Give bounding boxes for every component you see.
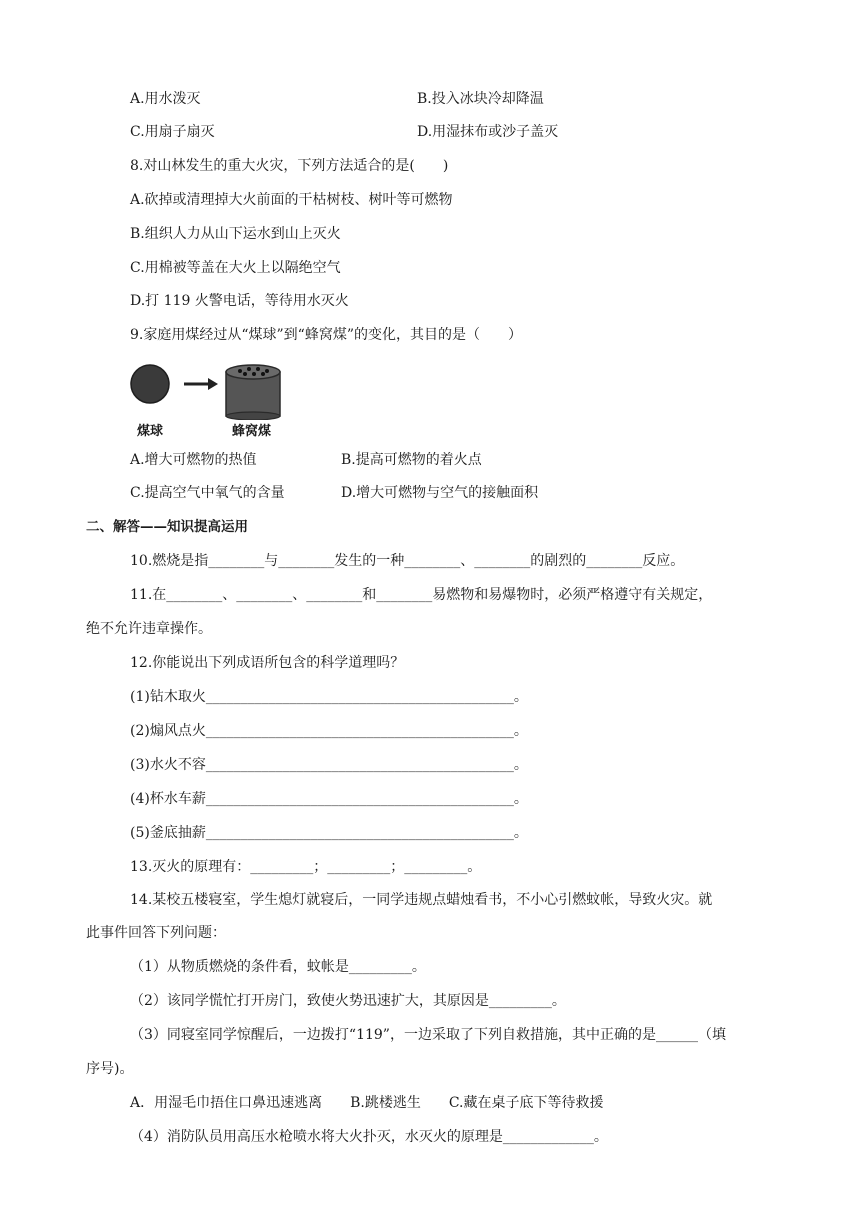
q7-option-c: C.用扇子扇灭 — [130, 124, 215, 140]
q14-part-3-options: A．用湿毛巾捂住口鼻迅速逃离 B.跳楼逃生 C.藏在桌子底下等待救援 — [130, 1095, 604, 1111]
q12-item-2: (2)煽风点火____________________________________________。 — [130, 723, 528, 739]
q8-option-a: A.砍掉或清理掉大火前面的干枯树枝、树叶等可燃物 — [130, 192, 453, 208]
q8-option-d: D.打 119 火警电话，等待用水灭火 — [130, 293, 349, 309]
q13-text: 13.灭火的原理有：_________；_________；_________。 — [130, 859, 482, 875]
q14-part-4: （4）消防队员用高压水枪喷水将大火扑灭，水灭火的原理是_____________。 — [130, 1129, 608, 1145]
q8-option-b: B.组织人力从山下运水到山上灭火 — [130, 226, 341, 242]
q14-part-3-line-1: （3）同寝室同学惊醒后，一边拨打“119”，一边采取了下列自救措施，其中正确的是______（填 — [130, 1027, 726, 1043]
coal-ball-icon — [131, 365, 169, 403]
q10-text: 10.燃烧是指________与________发生的一种________、________的剧烈的________反应。 — [130, 553, 685, 569]
q7-option-a: A.用水泼灭 — [130, 91, 201, 107]
q12-stem: 12.你能说出下列成语所包含的科学道理吗？ — [130, 655, 405, 671]
q14-part-3-line-2: 序号)。 — [86, 1061, 134, 1077]
section-heading: 二、解答——知识提高运用 — [86, 519, 248, 535]
q14-line-2: 此事件回答下列问题： — [86, 925, 226, 941]
q11-line-2: 绝不允许违章操作。 — [86, 621, 212, 637]
q14-line-1: 14.某校五楼寝室，学生熄灯就寝后，一同学违规点蜡烛看书，不小心引燃蚊帐，导致火灾。就 — [130, 892, 713, 908]
q7-option-b: B.投入冰块冷却降温 — [417, 91, 544, 107]
q8-option-c: C.用棉被等盖在大火上以隔绝空气 — [130, 260, 341, 276]
honeycomb-coal-icon — [226, 365, 280, 420]
q9-option-c: C.提高空气中氧气的含量 — [130, 485, 285, 501]
q14-part-2: （2）该同学慌忙打开房门，致使火势迅速扩大，其原因是_________。 — [130, 993, 566, 1009]
coal-illustration — [128, 362, 288, 420]
q12-item-3: (3)水火不容____________________________________________。 — [130, 757, 528, 773]
q12-item-4: (4)杯水车薪____________________________________________。 — [130, 791, 528, 807]
arrow-right-icon — [208, 378, 218, 390]
q9-stem: 9.家庭用煤经过从“煤球”到“蜂窝煤”的变化，其目的是（ ） — [130, 327, 522, 343]
honeycomb-coal-label: 蜂窝煤 — [232, 424, 272, 439]
coal-ball-label: 煤球 — [137, 424, 164, 439]
q14-part-1: （1）从物质燃烧的条件看，蚊帐是_________。 — [130, 959, 426, 975]
coal-figure — [128, 362, 288, 440]
q9-option-b: B.提高可燃物的着火点 — [341, 452, 482, 468]
q12-item-5: (5)釜底抽薪____________________________________________。 — [130, 825, 528, 841]
q9-option-d: D.增大可燃物与空气的接触面积 — [341, 485, 539, 501]
q12-item-1: (1)钻木取火____________________________________________。 — [130, 689, 528, 705]
q8-stem: 8.对山林发生的重大火灾，下列方法适合的是( ) — [130, 158, 449, 174]
q9-option-a: A.增大可燃物的热值 — [130, 452, 257, 468]
q7-option-d: D.用湿抹布或沙子盖灭 — [417, 124, 559, 140]
q11-line-1: 11.在________、________、________和________易燃物和易爆物时，必须严格遵守有关规定， — [130, 587, 713, 603]
